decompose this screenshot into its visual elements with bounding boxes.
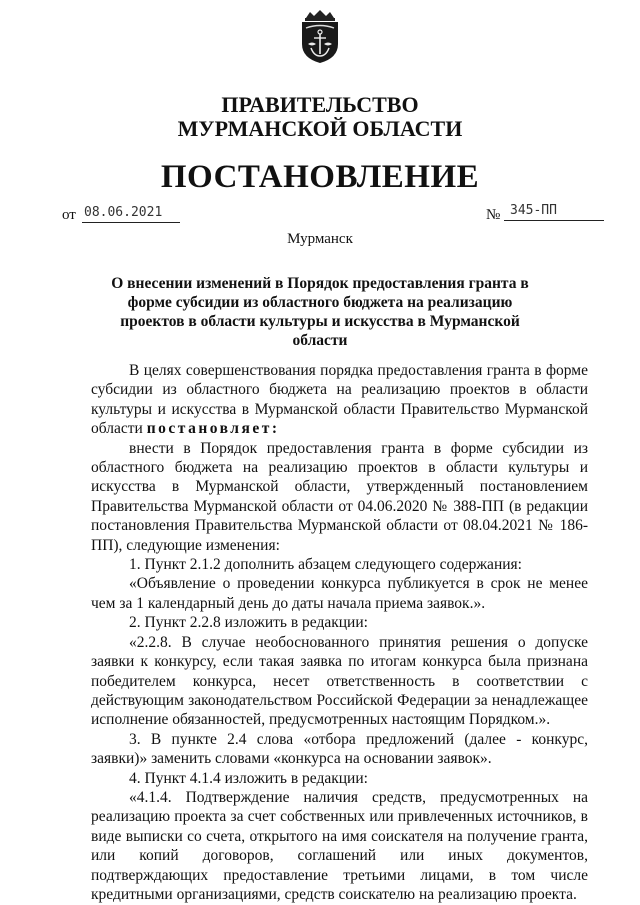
- document-type-heading: ПОСТАНОВЛЕНИЕ: [160, 159, 480, 195]
- body-paragraph: 3. В пункте 2.4 слова «отбора предложений (далее - конкурс, заявки)» заменить словами «конкурса на основании заявок».: [91, 730, 588, 768]
- city-name: Мурманск: [287, 231, 353, 247]
- body-paragraph: «Объявление о проведении конкурса публикуется в срок не менее чем за 1 календарный день до даты начала приема заявок.».: [91, 575, 588, 612]
- document-date: 08.06.2021: [82, 204, 180, 223]
- preamble-text: В целях совершенствования порядка предоставления гранта в форме субсидии из областного бюджета на реализацию проектов в области культуры и искусства в Мурманской области Правительство Мурманской области: [91, 362, 588, 438]
- murmansk-coat-of-arms-icon: [298, 10, 342, 64]
- document-number: 345-ПП: [504, 202, 604, 221]
- body-paragraph: «4.1.4. Подтверждение наличия средств, предусмотренных на реализацию проекта за счет собственных или привлеченных источников, в виде выписки со счета, открытого на имя соискателя на получение гранта, или копий договоров, соглашений или иных документов, подтверждающих предоставление третьими лицами, в том числе кредитными организациями, средств соискателю на реализацию проекта.: [91, 788, 588, 903]
- body-paragraph: 2. Пункт 2.2.8 изложить в редакции:: [129, 614, 368, 632]
- preamble-paragraph: [91, 361, 588, 439]
- document-title: О внесении изменений в Порядок предоставления гранта в форме субсидии из областного бюджета на реализацию проектов в области культуры и искусства в Мурманской области: [111, 275, 529, 349]
- date-prefix: от: [62, 207, 76, 223]
- resolves-keyword: постановляет:: [146, 420, 280, 438]
- body-paragraph: «2.2.8. В случае необоснованного принятия решения о допуске заявки к конкурсу, если такая заявка по итогам конкурса была признана победителем конкурса, несет ответственность в соответствии с действующим законодательством Российской Федерации за ненадлежащее исполнение обязанностей, предусмотренных настоящим Порядком.».: [91, 633, 588, 729]
- body-paragraph: 4. Пункт 4.1.4 изложить в редакции:: [129, 769, 368, 787]
- body-paragraph: 1. Пункт 2.1.2 дополнить абзацем следующего содержания:: [129, 556, 522, 574]
- government-name-line1: ПРАВИТЕЛЬСТВО: [221, 92, 419, 117]
- number-prefix: №: [486, 207, 501, 223]
- government-name-line2: МУРМАНСКОЙ ОБЛАСТИ: [177, 116, 463, 141]
- body-paragraph: внести в Порядок предоставления гранта в форме субсидии из областного бюджета на реализацию проектов в области культуры и искусства в Мурманской области, утвержденный постановлением Правительства Мурманской области от 04.06.2020 № 388-ПП (в редакции постановления Правительства Мурманской области от 08.04.2021 № 186-ПП), следующие изменения:: [91, 439, 588, 554]
- document-body: [91, 361, 588, 904]
